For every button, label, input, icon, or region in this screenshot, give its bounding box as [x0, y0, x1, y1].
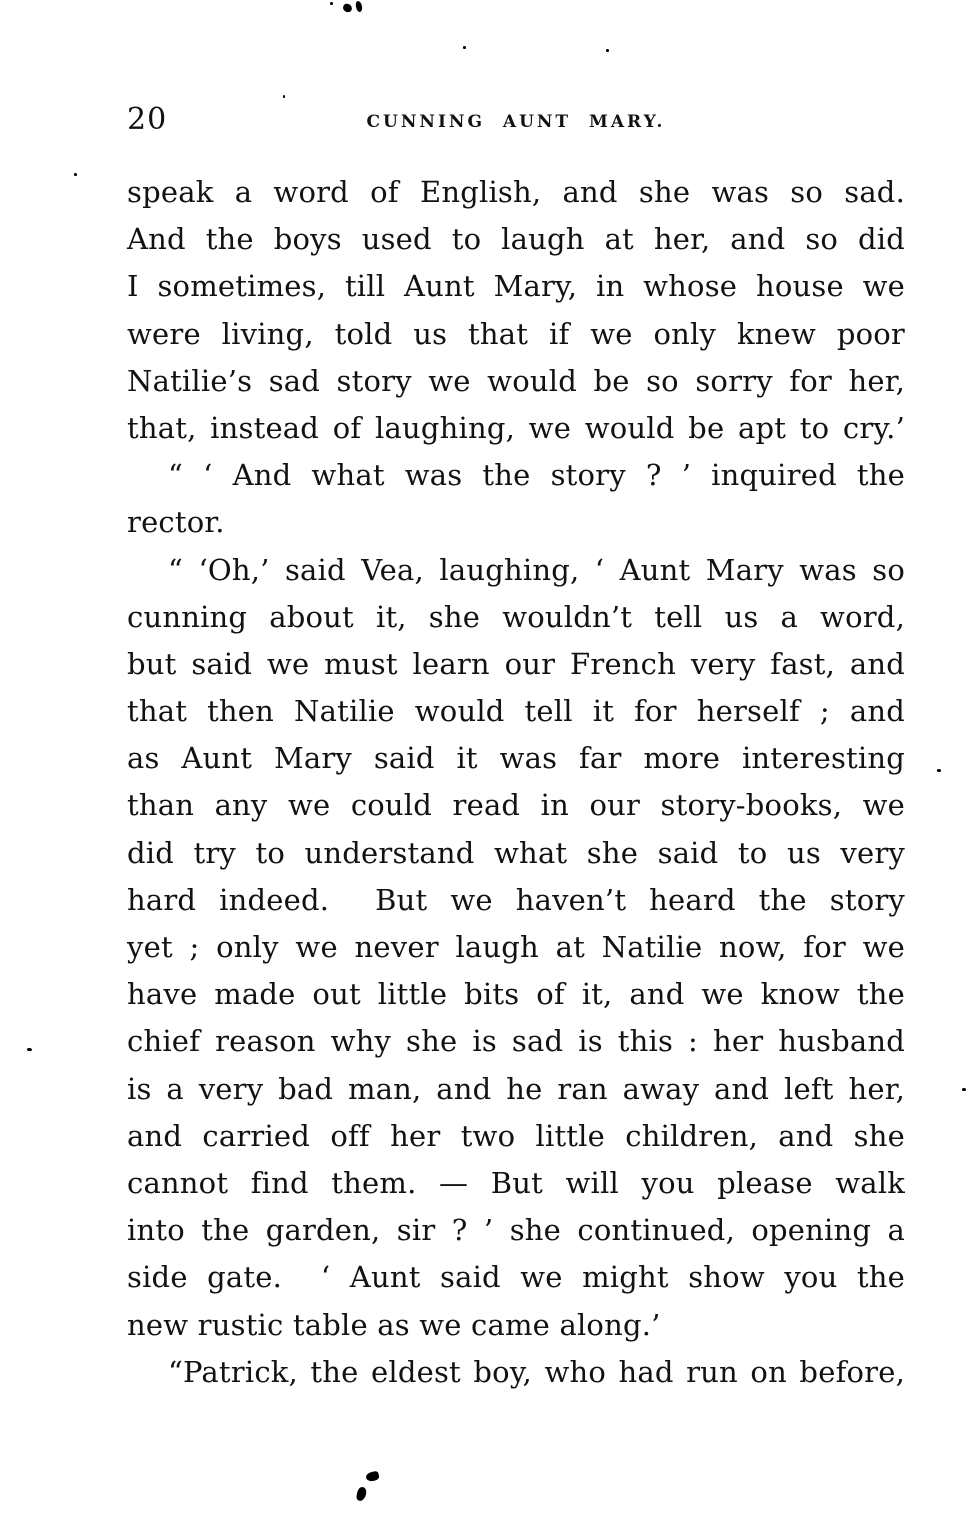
text-line: than any we could read in our story-books, we [127, 788, 905, 823]
text-line: cannot find them. — But will you please walk [127, 1165, 905, 1200]
text-line: cunning about it, she wouldn’t tell us a word, [127, 599, 905, 634]
text-line: but said we must learn our French very fast, and [127, 646, 905, 681]
text-line: rector. [127, 505, 225, 540]
ink-speck [962, 1088, 966, 1091]
text-line: new rustic table as we came along.’ [127, 1307, 661, 1342]
page-number: 20 [127, 102, 168, 137]
text-line: is a very bad man, and he ran away and left her, [127, 1071, 905, 1106]
ink-speck [355, 1, 363, 13]
page-header [127, 103, 905, 143]
ink-speck [342, 2, 354, 13]
ink-speck [283, 95, 285, 98]
text-line: And the boys used to laugh at her, and so did [127, 222, 905, 257]
text-line: Natilie’s sad story we would be so sorry for her, [127, 363, 905, 398]
text-line: were living, told us that if we only knew poor [127, 316, 905, 351]
ink-speck [606, 49, 609, 52]
ink-speck [356, 1486, 368, 1502]
text-line: did try to understand what she said to us very [127, 835, 905, 870]
text-line: as Aunt Mary said it was far more interesting [127, 741, 905, 776]
text-line: have made out little bits of it, and we know the [127, 977, 905, 1012]
text-line: speak a word of English, and she was so sad. [127, 175, 905, 209]
text-line: hard indeed. But we haven’t heard the story [127, 882, 905, 917]
text-line: “ ‘ And what was the story ? ’ inquired the [168, 458, 905, 493]
page-text [127, 169, 905, 1396]
ink-speck [27, 1048, 32, 1051]
text-line: that then Natilie would tell it for herself ; and [127, 694, 905, 729]
text-line: chief reason why she is sad is this : her husband [127, 1024, 905, 1059]
ink-speck [330, 2, 333, 5]
text-line: yet ; only we never laugh at Natilie now, for we [127, 930, 905, 964]
text-line: “ ‘Oh,’ said Vea, laughing, ‘ Aunt Mary was so [168, 552, 905, 587]
text-line: “Patrick, the eldest boy, who had run on before, [168, 1354, 905, 1389]
text-line: that, instead of laughing, we would be apt to cry.’ [127, 410, 905, 445]
ink-speck [463, 46, 466, 49]
ink-speck [74, 173, 77, 176]
text-line: I sometimes, till Aunt Mary, in whose house we [127, 269, 905, 304]
running-title: CUNNING AUNT MARY. [366, 112, 666, 132]
ink-speck [937, 769, 941, 772]
text-line: side gate. ‘ Aunt said we might show you the [127, 1260, 905, 1295]
text-line: and carried off her two little children, and she [127, 1118, 905, 1153]
text-line: into the garden, sir ? ’ she continued, opening a [127, 1213, 905, 1248]
ink-speck [365, 1470, 380, 1482]
